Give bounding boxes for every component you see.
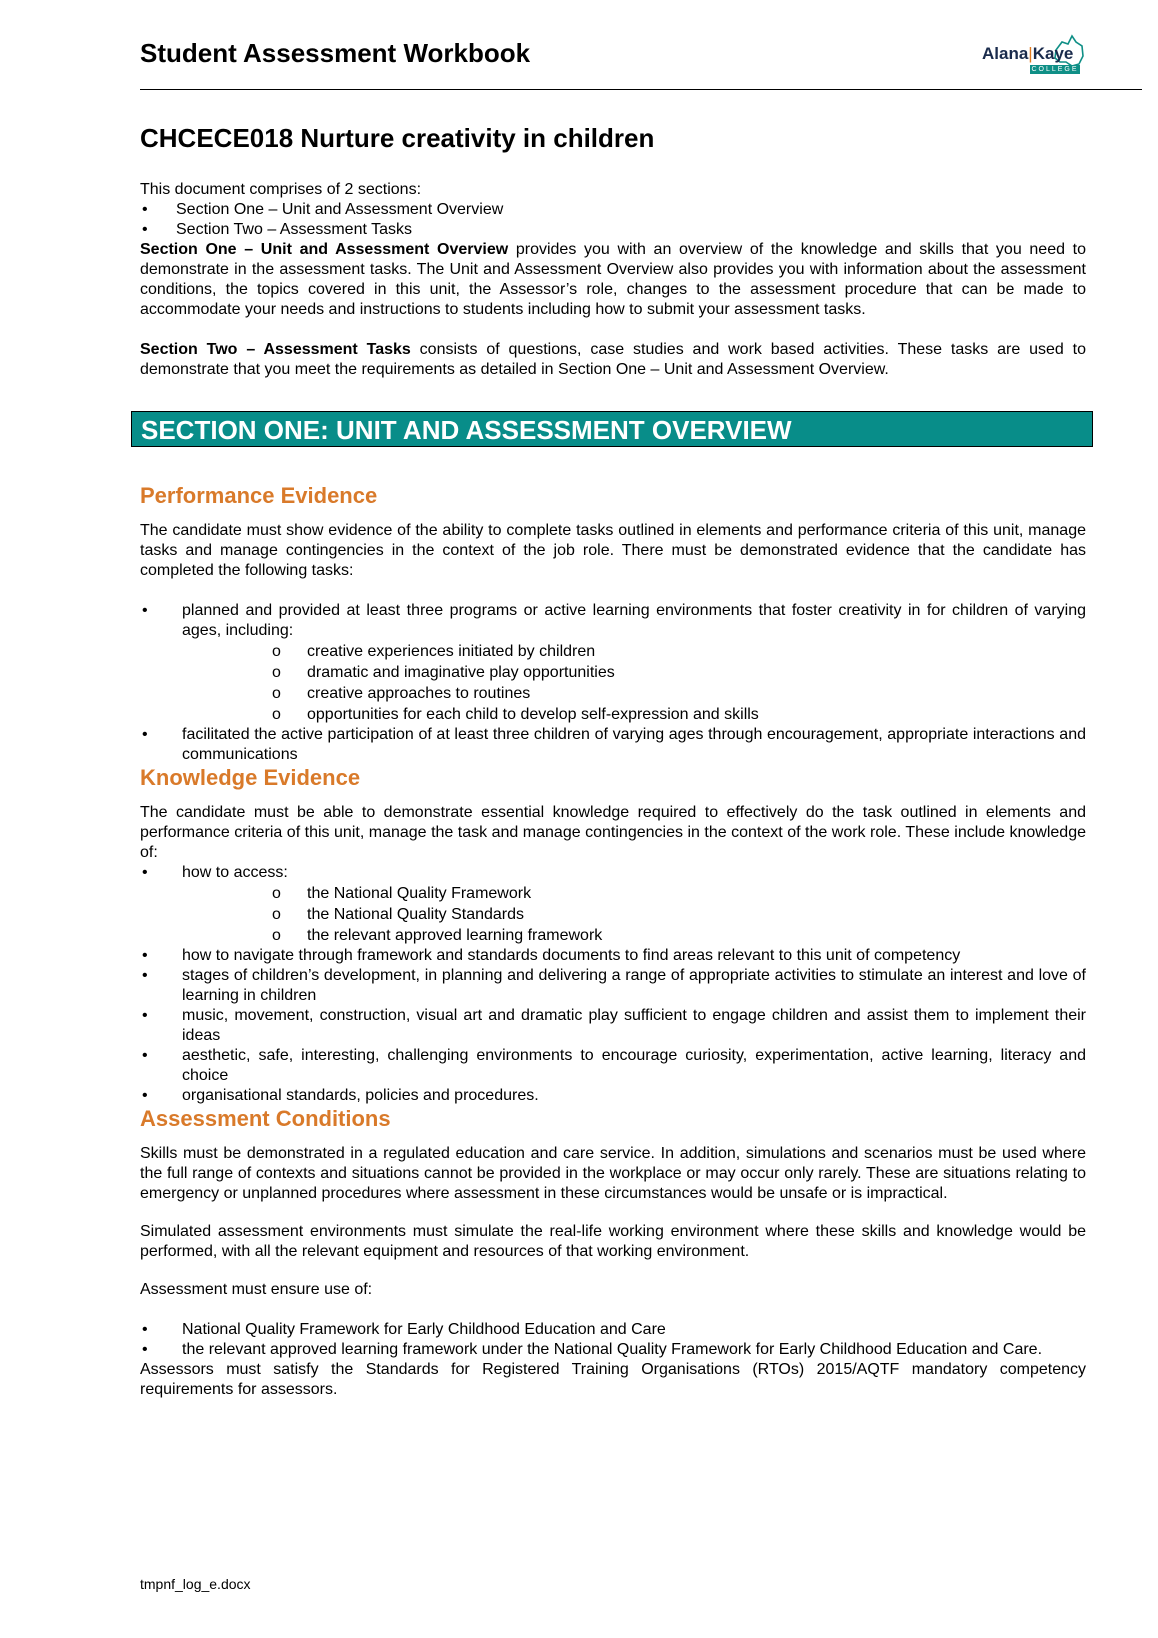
conditions-paragraph: Assessment must ensure use of: <box>140 1281 373 1298</box>
conditions-list <box>140 1320 1086 1360</box>
sub-list-item: o the National Quality Framework <box>182 883 1086 904</box>
sub-list-item: o the relevant approved learning framework <box>182 925 1086 946</box>
section-one-description: Section One – Unit and Assessment Overview provides you with an overview of the knowledge and skills that you need to demonstrate in the assessment tasks. The Unit and Assessment Overview also provides you with information about the assessment conditions, the topics covered in this unit, the Assessor’s role, changes to the assessment procedure that can be made to accommodate your needs and instructions to students including how to submit your assessment tasks. <box>140 241 1086 318</box>
conditions-paragraph: Simulated assessment environments must simulate the real-life working environment where these skills and knowledge would be performed, with all the relevant equipment and resources of that working environment. <box>140 1223 1086 1260</box>
logo-wordmark: Alana|Kaye <box>982 44 1074 63</box>
knowledge-sub-list <box>182 883 1086 946</box>
header-divider <box>140 89 1142 90</box>
list-item: • planned and provided at least three programs or active learning environments that foster creativity in for children of varying ages, including: o creative experiences initiated by children o dramatic and imaginative play opportunities o creative approaches to routines o opportunities for each child to develop self-expression and skills <box>140 601 1086 725</box>
list-item: • organisational standards, policies and procedures. <box>140 1086 1086 1106</box>
list-item: • how to access: o the National Quality Framework o the National Quality Standards o the relevant approved learning framework <box>140 863 1086 946</box>
sub-list-item: o dramatic and imaginative play opportunities <box>182 662 1086 683</box>
section-one-banner: SECTION ONE: UNIT AND ASSESSMENT OVERVIEW <box>131 411 1093 447</box>
sub-list-item: o creative approaches to routines <box>182 683 1086 704</box>
sub-list-item: o creative experiences initiated by children <box>182 641 1086 662</box>
list-item: • stages of children’s development, in planning and delivering a range of appropriate activities to stimulate an interest and love of learning in children <box>140 966 1086 1006</box>
knowledge-evidence-heading: Knowledge Evidence <box>140 765 361 790</box>
sub-list-item: o the National Quality Standards <box>182 904 1086 925</box>
assessment-conditions-heading: Assessment Conditions <box>140 1106 391 1131</box>
knowledge-list <box>140 863 1086 1106</box>
list-item: • Section One – Unit and Assessment Overview <box>140 200 1086 220</box>
list-item: • facilitated the active participation of at least three children of varying ages through encouragement, appropriate interactions and communications <box>140 725 1086 765</box>
intro-text: This document comprises of 2 sections: <box>140 181 422 198</box>
list-item: • aesthetic, safe, interesting, challenging environments to encourage curiosity, experimentation, active learning, literacy and choice <box>140 1046 1086 1086</box>
performance-sub-list <box>182 641 1086 725</box>
sections-list <box>140 200 1086 240</box>
sub-list-item: o opportunities for each child to develop self-expression and skills <box>182 704 1086 725</box>
performance-evidence-heading: Performance Evidence <box>140 483 378 508</box>
conditions-paragraph: Skills must be demonstrated in a regulated education and care service. In addition, simulations and scenarios must be used where the full range of contexts and situations cannot be provided in the workplace or may occur only rarely. These are situations relating to emergency or unplanned procedures where assessment in these circumstances would be unsafe or is impractical. <box>140 1145 1086 1202</box>
document-title: CHCECE018 Nurture creativity in children <box>140 123 655 153</box>
list-item: • National Quality Framework for Early Childhood Education and Care <box>140 1320 1086 1340</box>
list-item: • Section Two – Assessment Tasks <box>140 220 1086 240</box>
section-two-description: Section Two – Assessment Tasks consists of questions, case studies and work based activities. These tasks are used to demonstrate that you meet the requirements as detailed in Section One – Unit and Assessment Overview. <box>140 341 1087 378</box>
workbook-title: Student Assessment Workbook <box>140 38 531 68</box>
performance-list <box>140 601 1086 765</box>
list-item: • how to navigate through framework and standards documents to find areas relevant to this unit of competency <box>140 946 1086 966</box>
logo-college-label: COLLEGE <box>1031 66 1079 73</box>
college-logo <box>982 30 1086 80</box>
list-item: • the relevant approved learning framework under the National Quality Framework for Early Childhood Education and Care. <box>140 1340 1086 1360</box>
performance-intro: The candidate must show evidence of the ability to complete tasks outlined in elements and performance criteria of this unit, manage tasks and manage contingencies in the context of the job role. There must be demonstrated evidence that the candidate has completed the following tasks: <box>140 522 1086 579</box>
list-item: • music, movement, construction, visual art and dramatic play sufficient to engage children and assist them to implement their ideas <box>140 1006 1086 1046</box>
knowledge-intro: The candidate must be able to demonstrate essential knowledge required to effectively do the task outlined in elements and performance criteria of this unit, manage the task and manage contingencies in the context of the work role. These include knowledge of: <box>140 804 1086 861</box>
document-body <box>140 122 1086 1400</box>
conditions-paragraph: Assessors must satisfy the Standards for Registered Training Organisations (RTOs) 2015/AQTF mandatory competency requirements for assessors. <box>140 1361 1086 1398</box>
footer-filename: tmpnf_log_e.docx <box>140 1576 251 1592</box>
